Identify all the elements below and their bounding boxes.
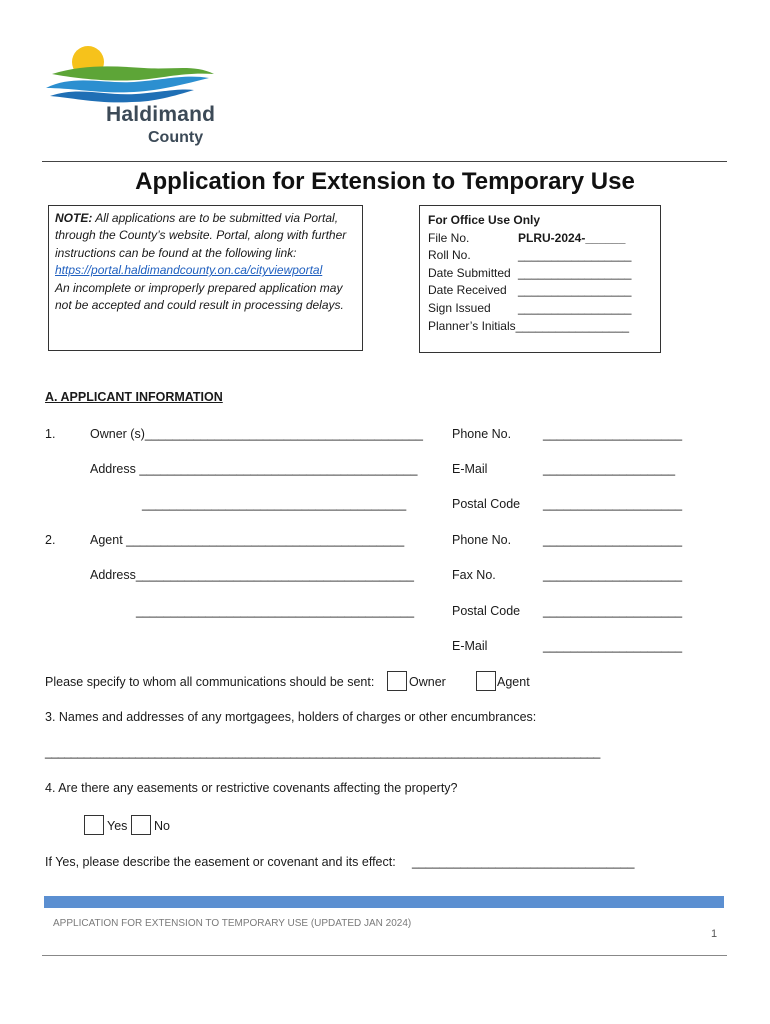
question-4: 4. Are there any easements or restrictive covenants affecting the property? bbox=[45, 781, 458, 795]
office-value: _________________ bbox=[518, 248, 632, 263]
agent-checkbox-label: Agent bbox=[497, 675, 530, 689]
logo-subtitle: County bbox=[148, 129, 204, 146]
agent-email-field[interactable]: ____________________ bbox=[543, 639, 683, 653]
section-a-heading: A. APPLICANT INFORMATION bbox=[45, 390, 223, 404]
office-label: Date Submitted bbox=[428, 265, 511, 280]
footer-bar bbox=[44, 896, 724, 908]
owner-address-field-2[interactable]: ______________________________________ bbox=[142, 497, 407, 511]
office-value: _________________ bbox=[518, 283, 632, 298]
owner-postal-field[interactable]: ____________________ bbox=[543, 497, 683, 511]
no-checkbox[interactable] bbox=[131, 815, 151, 835]
owner-number: 1. bbox=[45, 427, 56, 441]
agent-postal-field[interactable]: ____________________ bbox=[543, 604, 683, 618]
owner-email-field[interactable]: ___________________ bbox=[543, 462, 676, 476]
agent-field[interactable]: Agent ________________________________________ bbox=[90, 533, 405, 547]
agent-phone-label: Phone No. bbox=[452, 533, 512, 547]
office-value: _________________ bbox=[518, 300, 632, 315]
easement-description-field[interactable]: ________________________________ bbox=[412, 855, 635, 869]
agent-email-label: E-Mail bbox=[452, 639, 488, 653]
office-row bbox=[428, 230, 652, 248]
office-label: Sign Issued bbox=[428, 300, 491, 315]
office-value: PLRU-2024-______ bbox=[518, 230, 626, 245]
office-value: _________________ bbox=[515, 318, 630, 333]
office-value: _________________ bbox=[518, 265, 632, 280]
owner-checkbox[interactable] bbox=[387, 671, 407, 691]
easement-followup: If Yes, please describe the easement or covenant and its effect: bbox=[45, 855, 396, 869]
owner-checkbox-label: Owner bbox=[409, 675, 446, 689]
office-row bbox=[428, 265, 652, 283]
portal-link[interactable]: https://portal.haldimandcounty.on.ca/cityviewportal bbox=[55, 263, 323, 278]
page-title: Application for Extension to Temporary Use bbox=[135, 168, 635, 195]
owner-postal-label: Postal Code bbox=[452, 497, 521, 511]
office-use-box bbox=[419, 205, 661, 353]
agent-address-field[interactable]: Address________________________________________ bbox=[90, 568, 414, 582]
owner-address-field[interactable]: Address ________________________________________ bbox=[90, 462, 418, 476]
yes-checkbox-label: Yes bbox=[107, 819, 128, 833]
agent-address-field-2[interactable]: ________________________________________ bbox=[136, 604, 415, 618]
agent-fax-field[interactable]: ____________________ bbox=[543, 568, 683, 582]
question-3: 3. Names and addresses of any mortgagees, holders of charges or other encumbrances: bbox=[45, 710, 537, 724]
communications-question: Please specify to whom all communications should be sent: bbox=[45, 675, 375, 689]
no-checkbox-label: No bbox=[154, 819, 170, 833]
office-row bbox=[428, 300, 652, 318]
office-label: File No. bbox=[428, 230, 470, 245]
logo-wordmark: Haldimand bbox=[106, 103, 216, 126]
office-heading: For Office Use Only bbox=[428, 213, 541, 227]
note-text: All applications are to be submitted via Portal, through the County’s website. Portal, along with further instructions can be found at the following link: bbox=[55, 211, 347, 260]
office-label: Date Received bbox=[428, 283, 507, 298]
office-row bbox=[428, 282, 652, 300]
office-row bbox=[428, 247, 652, 265]
office-label: Roll No. bbox=[428, 248, 471, 263]
question-3-field[interactable]: ______________________________________________________________________________________ bbox=[45, 745, 600, 759]
owner-phone-label: Phone No. bbox=[452, 427, 512, 441]
agent-number: 2. bbox=[45, 533, 56, 547]
yes-checkbox[interactable] bbox=[84, 815, 104, 835]
owner-phone-field[interactable]: ____________________ bbox=[543, 427, 683, 441]
page-number: 1 bbox=[711, 928, 718, 940]
footer-text: APPLICATION FOR EXTENSION TO TEMPORARY USE (UPDATED JAN 2024) bbox=[53, 918, 412, 929]
note-label: NOTE: bbox=[55, 211, 93, 225]
note-box bbox=[48, 205, 363, 351]
office-row bbox=[428, 318, 652, 336]
header-divider bbox=[42, 161, 727, 162]
agent-phone-field[interactable]: ____________________ bbox=[543, 533, 683, 547]
note-text-2: An incomplete or improperly prepared application may not be accepted and could result in processing delays. bbox=[55, 280, 344, 313]
agent-postal-label: Postal Code bbox=[452, 604, 521, 618]
footer-divider bbox=[42, 955, 727, 956]
owner-email-label: E-Mail bbox=[452, 462, 488, 476]
owner-field[interactable]: Owner (s)________________________________________ bbox=[90, 427, 423, 441]
haldimand-county-logo bbox=[44, 44, 244, 148]
agent-fax-label: Fax No. bbox=[452, 568, 496, 582]
agent-checkbox[interactable] bbox=[476, 671, 496, 691]
office-label: Planner’s Initials bbox=[428, 318, 516, 333]
